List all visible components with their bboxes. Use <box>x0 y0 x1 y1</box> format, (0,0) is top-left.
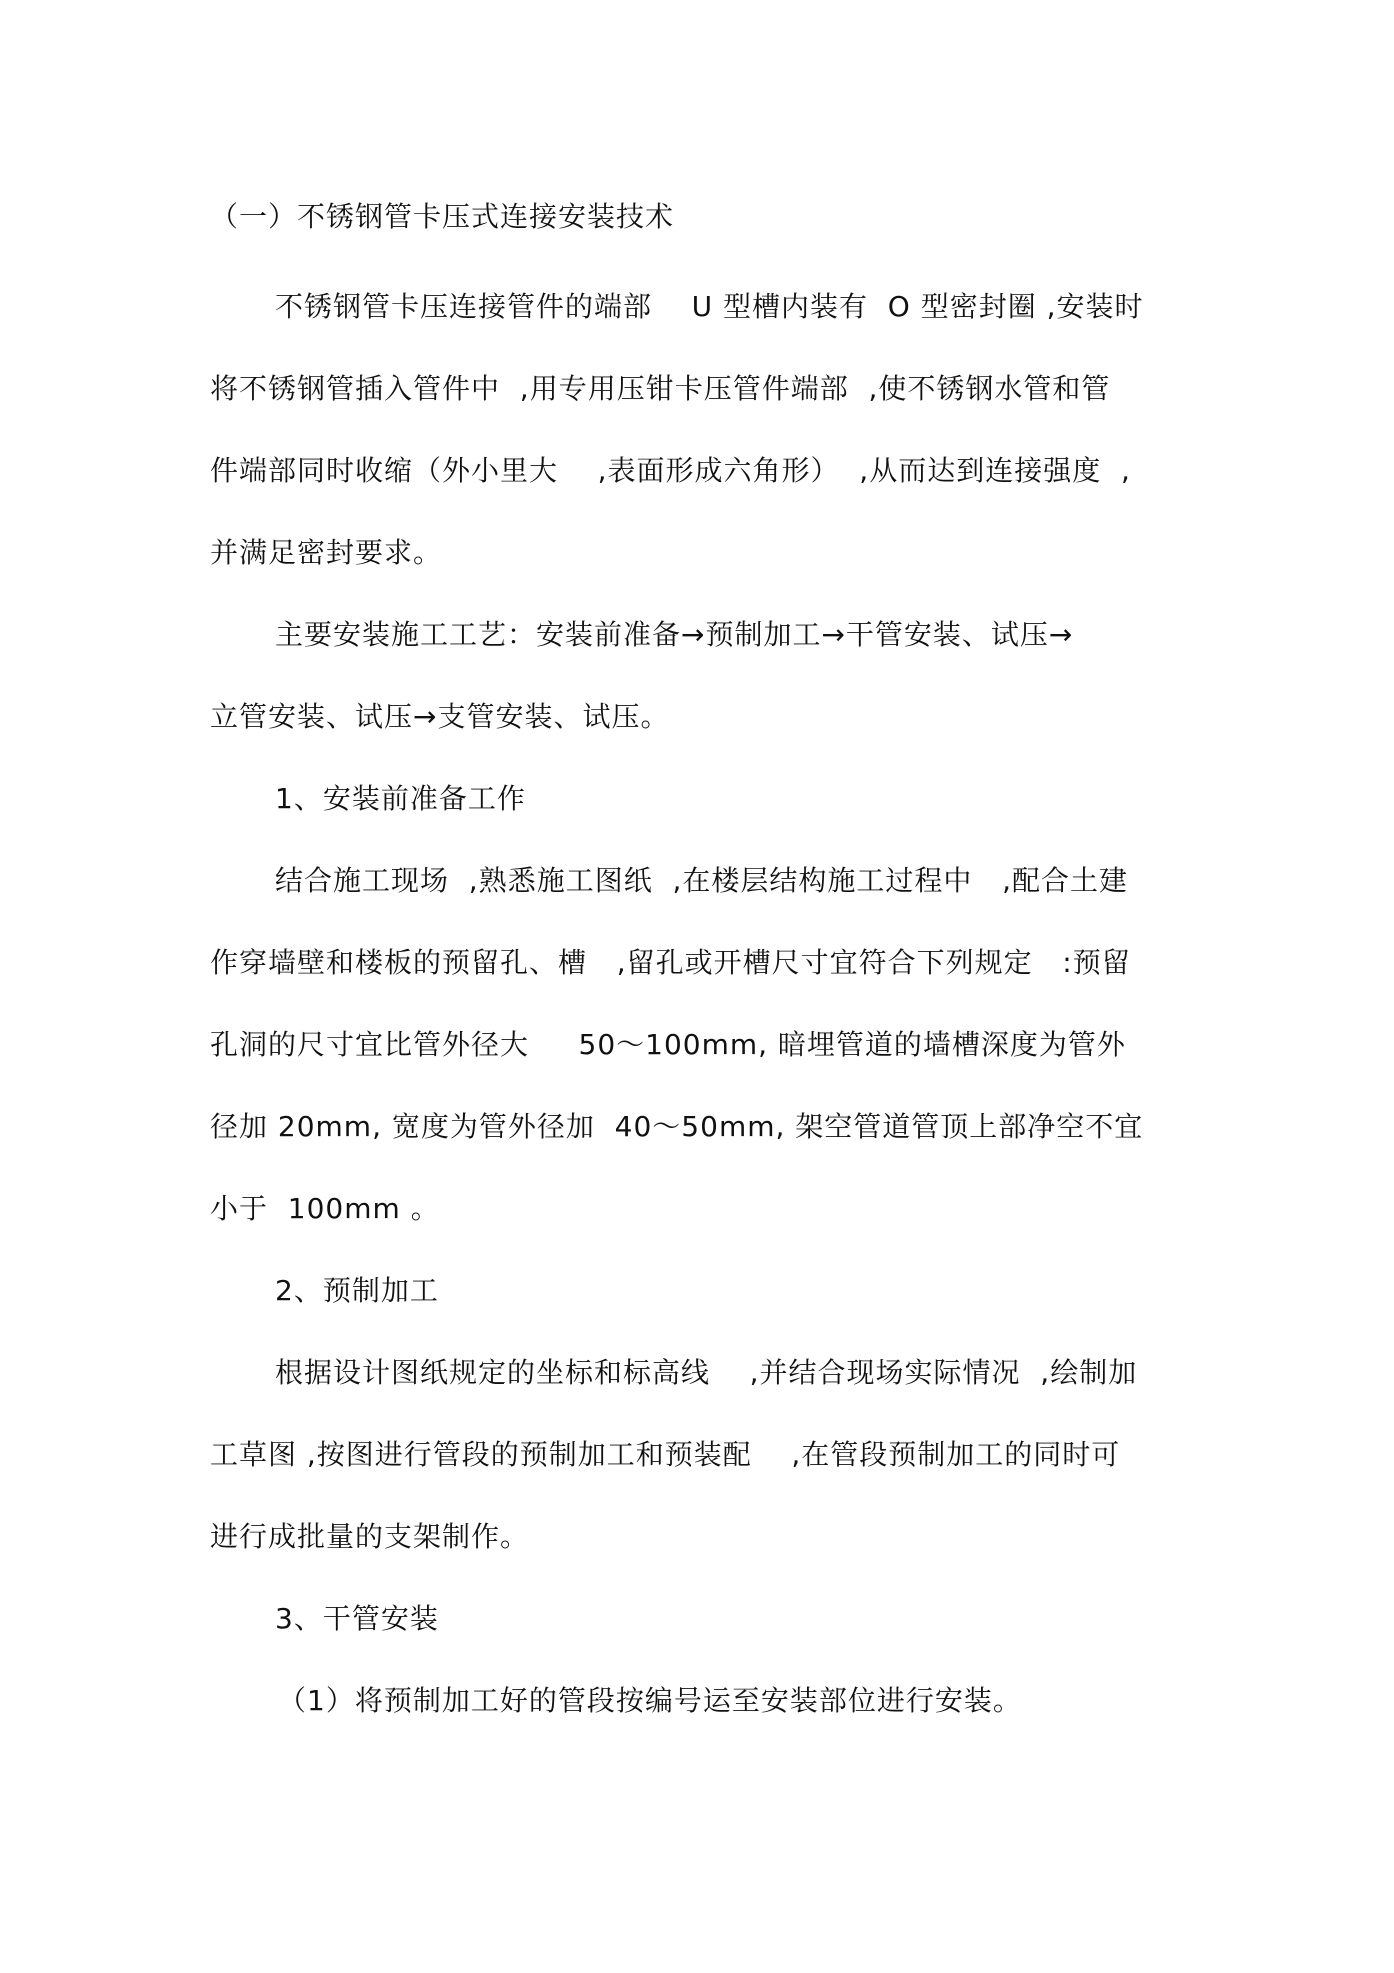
paragraph-3-line-5: 小于 100mm 。 <box>210 1192 440 1225</box>
paragraph-3-line-3: 孔洞的尺寸宜比管外径大 50～100mm, 暗埋管道的墙槽深度为管外 <box>210 1028 1126 1061</box>
paragraph-4-line-1: 根据设计图纸规定的坐标和标高线 ,并结合现场实际情况 ,绘制加 <box>275 1356 1138 1389</box>
section-1-title: 1、安装前准备工作 <box>275 782 526 815</box>
paragraph-2-line-2: 立管安装、试压→支管安装、试压。 <box>210 700 670 733</box>
paragraph-3-line-2: 作穿墙壁和楼板的预留孔、槽 ,留孔或开槽尺寸宜符合下列规定 :预留 <box>210 946 1131 979</box>
paragraph-1-line-1: 不锈钢管卡压连接管件的端部 U 型槽内装有 O 型密封圈 ,安装时 <box>275 290 1144 323</box>
document-heading: （一）不锈钢管卡压式连接安装技术 <box>210 200 675 233</box>
paragraph-2-line-1: 主要安装施工工艺：安装前准备→预制加工→干管安装、试压→ <box>275 618 1074 651</box>
paragraph-4-line-2: 工草图 ,按图进行管段的预制加工和预装配 ,在管段预制加工的同时可 <box>210 1438 1121 1471</box>
section-2-title: 2、预制加工 <box>275 1274 439 1307</box>
list-item-1: （1）将预制加工好的管段按编号运至安装部位进行安装。 <box>278 1684 1022 1717</box>
paragraph-1-line-2: 将不锈钢管插入管件中 ,用专用压钳卡压管件端部 ,使不锈钢水管和管 <box>210 372 1111 405</box>
paragraph-4-line-3: 进行成批量的支架制作。 <box>210 1520 530 1553</box>
section-3-title: 3、干管安装 <box>275 1602 439 1635</box>
paragraph-1-line-4: 并满足密封要求。 <box>210 536 443 569</box>
paragraph-3-line-1: 结合施工现场 ,熟悉施工图纸 ,在楼层结构施工过程中 ,配合土建 <box>275 864 1129 897</box>
paragraph-3-line-4: 径加 20mm, 宽度为管外径加 40～50mm, 架空管道管顶上部净空不宜 <box>210 1110 1144 1143</box>
paragraph-1-line-3: 件端部同时收缩（外小里大 ,表面形成六角形） ,从而达到连接强度 , <box>210 454 1131 487</box>
